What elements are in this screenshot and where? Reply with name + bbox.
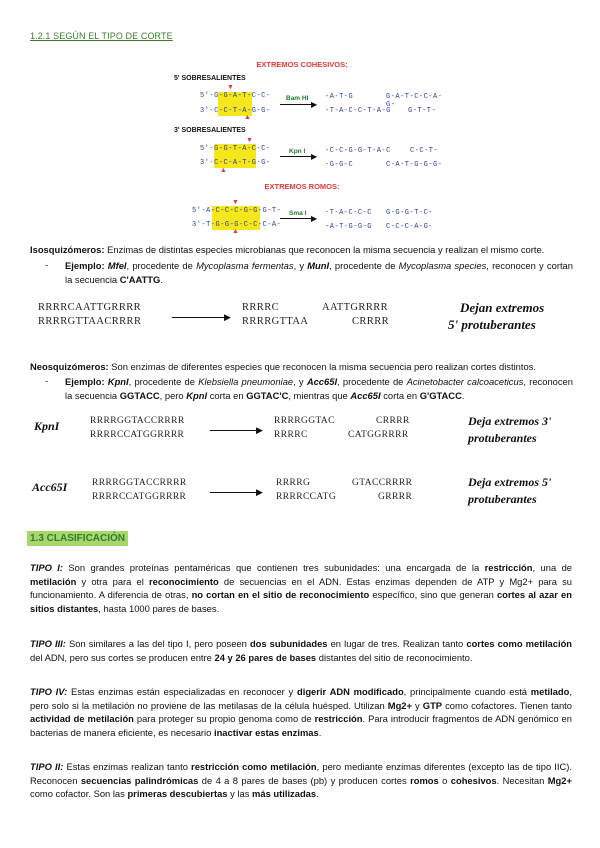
fragment-left-top: -C-C-G-G-T-A-C: [325, 147, 391, 155]
arrow-icon: ▶: [311, 214, 318, 223]
neoschizomer-example: Ejemplo: KpnI, procedente de Klebsiella pneumoniae, y Acc65I, procedente de Acinetobacter calcoaceticus, reconocen la secuencia GGTACC, pero KpnI corta en GGTAC'C, mientras que Acc65I corta en G'GTACC.: [65, 376, 573, 401]
term-isoschizomers: Isosquizómeros:: [30, 244, 105, 255]
seq-left-bottom: RRRRCCATGGRRRR: [90, 430, 185, 440]
cut-marker-icon: ▲: [220, 167, 227, 174]
annotation-text: protuberantes: [468, 431, 537, 445]
term-neoschizomers: Neosquizómeros:: [30, 361, 109, 372]
cut-marker-icon: ▼: [246, 137, 253, 144]
enzyme-label-kpni: KpnI: [34, 419, 60, 433]
paragraph-tipo-2: TIPO II: Estas enzimas realizan tanto restricción como metilación, pero mediante enzimas diferentes (excepto las de tipo IIC). Reconocen secuencias palindrómicas de 4 a 8 pares de bases (pb) y producen cortes romos o cohesivos. Necesitan Mg2+ como cofactor. Son las primeras descubiertas y las más utilizadas.: [30, 761, 573, 800]
enzyme-name: Bam HI: [286, 95, 309, 102]
arrow-icon: ▶: [224, 312, 231, 322]
arrow-icon: ▶: [256, 425, 263, 435]
enzyme-label-acc65i: Acc65I: [32, 480, 68, 494]
restriction-figure: [174, 55, 450, 235]
fragment-left-bottom: -T-A-C-C-T-A-G: [325, 107, 391, 115]
cut-marker-icon: ▲: [232, 228, 239, 235]
dna-top-strand: 5'-G-G-T-A-C-C-: [200, 145, 271, 153]
fragment-left-bottom: -G-G-C: [325, 161, 354, 169]
annotation-text: Deja extremos 3': [468, 414, 552, 428]
figure-label-3-overhang: 3' SOBRESALIENTES: [174, 127, 246, 134]
seq-right-bottom-a: RRRRC: [274, 430, 308, 440]
seq-right-bottom-b: CRRRR: [352, 316, 390, 327]
cut-marker-icon: ▼: [232, 199, 239, 206]
arrow-icon: [280, 218, 314, 219]
seq-left-bottom: RRRRCCATGGRRRR: [92, 492, 187, 502]
paragraph-tipo-4: TIPO IV: Estas enzimas están especializadas en reconocer y digerir ADN modificado, principalmente cuando está metilado, pero solo si la metilación no proviene de las metilasas de la célula huésped. Utilizan Mg2+ y GTP como cofactores. Tienen tanto actividad de metilación para proteger su propio genoma como de restricción. Para introducir fragmentos de ADN genómico en bacterias de manera eficiente, es necesario inactivar estas enzimas.: [30, 686, 572, 738]
arrow-icon: [210, 430, 260, 431]
enzyme-name: Kpn I: [289, 148, 306, 155]
figure-label-5-overhang: 5' SOBRESALIENTES: [174, 75, 246, 82]
isoschizomer-definition: [30, 243, 575, 257]
fragment-left-bottom: -A-T-G-G-G: [325, 223, 373, 231]
seq-right-bottom-a: RRRRCCATG: [276, 492, 337, 502]
fragment-right-top: G-G-G-T-C-: [386, 209, 434, 217]
figure-title-blunt: EXTREMOS ROMOS:: [264, 182, 340, 191]
arrow-icon: ▶: [256, 487, 263, 497]
dna-top-strand: 5'-G-G-A-T-C-C-: [200, 92, 271, 100]
seq-right-bottom-a: RRRRGTTAA: [242, 316, 309, 327]
seq-left-top: RRRRGGTACCRRRR: [90, 416, 185, 426]
seq-right-top-a: RRRRG: [276, 478, 311, 488]
fragment-right-bottom: C-C-C-A-G-: [386, 223, 434, 231]
dna-top-strand: 5'-A-C-C-C-G-G-G-T-: [192, 207, 282, 215]
fragment-right-top: G-A-T-C-C-A-G-: [386, 93, 443, 109]
definition-text: Enzimas de distintas especies microbianas que reconocen la misma secuencia y realizan el mismo corte.: [104, 244, 545, 255]
cut-marker-icon: ▼: [227, 84, 234, 91]
enzyme-name: Sma I: [289, 210, 307, 217]
arrow-icon: ▶: [311, 100, 318, 109]
seq-right-bottom-b: GRRRR: [378, 492, 413, 502]
arrow-icon: ▶: [311, 152, 318, 161]
dna-bottom-strand: 3'-T-G-G-G-C-C-C-A-: [192, 221, 282, 229]
seq-right-top-a: RRRRC: [242, 302, 280, 313]
dna-bottom-strand: 3'-C-C-A-T-G-G-: [200, 159, 271, 167]
section-title-13: 1.3 CLASIFICACIÓN: [27, 531, 128, 546]
fragment-left-top: -T-A-C-C-C: [325, 209, 373, 217]
seq-right-bottom-b: CATGGRRRR: [348, 430, 409, 440]
seq-right-top-b: CRRRR: [376, 416, 410, 426]
fragment-right-top: C-C-T-: [410, 147, 439, 155]
paragraph-tipo-1: TIPO I: Son grandes proteínas pentaméricas que contienen tres subunidades: una encargada de la restricción, una de metilación y otra para el reconocimiento de secuencias en el ADN. Estas enzimas dependen de ATP y Mg2+ para su funcionamiento. A diferencia de otras, no cortan en el sitio de reconocimiento específico, sino que generan cortes al azar en sitios distantes, hasta 1000 pares de bases.: [30, 562, 572, 614]
seq-left-top: RRRRGGTACCRRRR: [92, 478, 187, 488]
fragment-right-bottom: G-T-T-: [408, 107, 437, 115]
cut-marker-icon: ▲: [244, 114, 251, 121]
seq-right-top-b: GTACCRRRR: [352, 478, 413, 488]
seq-right-top-a: RRRRGGTAC: [274, 416, 335, 426]
dna-bottom-strand: 3'-C-C-T-A-G-G-: [200, 107, 271, 115]
annotation-text: Dejan extremos: [460, 300, 545, 315]
isoschizomer-example: Ejemplo: MfeI, procedente de Mycoplasma fermentas, y MunI, procedente de Mycoplasma species, reconocen y cortan la secuencia C'AATTG.: [65, 260, 573, 285]
annotation-text: 5' protuberantes: [448, 317, 536, 332]
neoschizomer-definition: Neosquizómeros: Son enzimas de diferentes especies que reconocen la misma secuencia pero realizan cortes distintos.: [30, 361, 536, 372]
fragment-left-top: -A-T-G: [325, 93, 354, 101]
seq-right-top-b: AATTGRRRR: [322, 302, 389, 313]
arrow-icon: [172, 317, 228, 318]
arrow-icon: [280, 104, 314, 105]
seq-left-bottom: RRRRGTTAACRRRR: [38, 316, 142, 327]
arrow-icon: [210, 492, 260, 493]
annotation-text: Deja extremos 5': [468, 475, 552, 489]
arrow-icon: [280, 156, 314, 157]
figure-title-cohesive: EXTREMOS COHESIVOS:: [256, 60, 348, 69]
bullet-dash: -: [45, 259, 49, 270]
seq-left-top: RRRRCAATTGRRRR: [38, 302, 142, 313]
paragraph-tipo-3: TIPO III: Son similares a las del tipo I, pero poseen dos subunidades en lugar de tres. Realizan tanto cortes como metilación del ADN, pero sus cortes se producen entre 24 y 26 pares de bases distantes del sitio de reconocimiento.: [30, 638, 573, 663]
annotation-text: protuberantes: [468, 492, 537, 506]
bullet-dash: -: [45, 375, 49, 386]
fragment-right-bottom: C-A-T-G-G-G-: [386, 161, 443, 169]
section-title-121: 1.2.1 SEGÚN EL TIPO DE CORTE: [30, 31, 173, 41]
